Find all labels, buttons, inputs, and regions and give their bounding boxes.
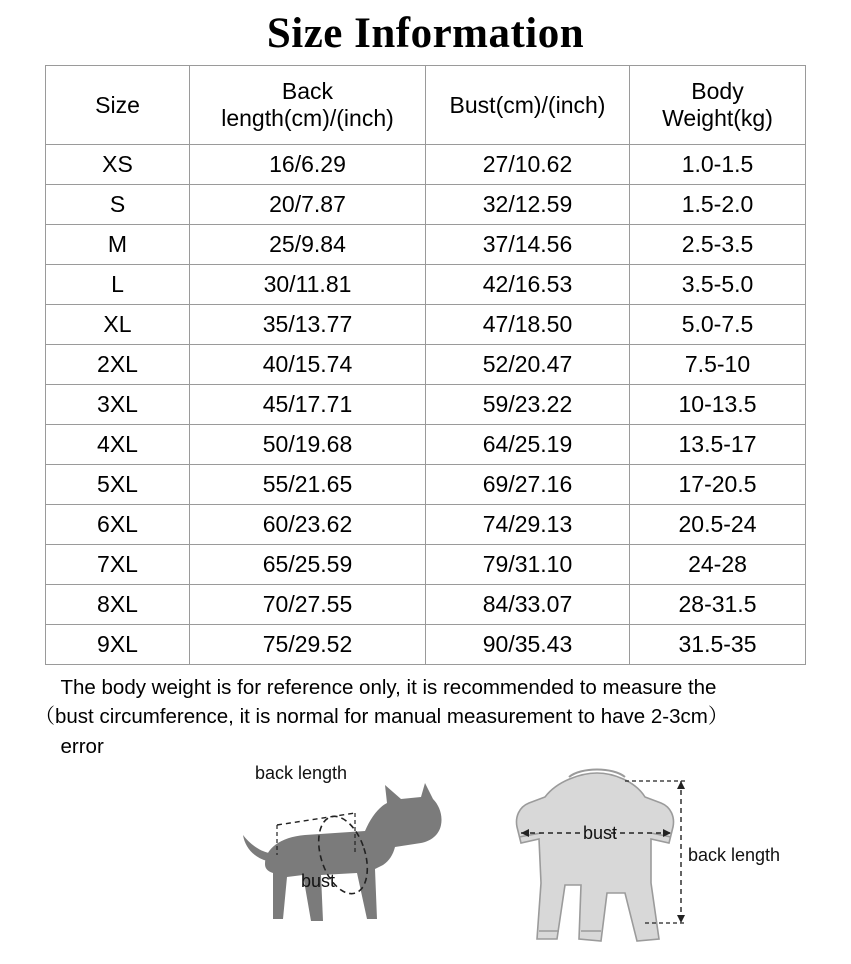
cell-back-length: 20/7.87 (190, 185, 426, 225)
table-row (46, 305, 806, 345)
note-line-2: bust circumference, it is normal for manual measurement to have 2-3cm (55, 705, 708, 729)
cell-bust: 59/23.22 (426, 385, 630, 425)
note-line-3: error (60, 734, 104, 758)
cell-bust: 69/27.16 (426, 465, 630, 505)
cell-back-length: 30/11.81 (190, 265, 426, 305)
cell-body-weight: 24-28 (630, 545, 806, 585)
column-header-bust (426, 66, 630, 145)
cell-body-weight: 13.5-17 (630, 425, 806, 465)
cell-bust: 32/12.59 (426, 185, 630, 225)
cell-body-weight: 20.5-24 (630, 505, 806, 545)
table-row (46, 425, 806, 465)
cell-back-length: 70/27.55 (190, 585, 426, 625)
table-row (46, 185, 806, 225)
dog-body-shape (265, 783, 442, 921)
dog-diagram-icon (225, 769, 475, 959)
column-header-back-line2: length(cm)/(inch) (221, 105, 394, 132)
measurement-note (31, 673, 821, 760)
note-open-paren: （ (34, 705, 55, 729)
table-row (46, 545, 806, 585)
column-header-size (46, 66, 190, 145)
note-close-paren: ） (707, 705, 729, 729)
suit-back-length-arrow-top (677, 781, 685, 789)
suit-bust-label: bust (583, 822, 618, 843)
cell-bust: 64/25.19 (426, 425, 630, 465)
cell-back-length: 65/25.59 (190, 545, 426, 585)
table-row (46, 225, 806, 265)
cell-back-length: 40/15.74 (190, 345, 426, 385)
cell-bust: 79/31.10 (426, 545, 630, 585)
table-row (46, 265, 806, 305)
measurement-figures (0, 763, 851, 963)
note-line-1: The body weight is for reference only, it is recommended to measure the (60, 676, 717, 700)
cell-bust: 27/10.62 (426, 145, 630, 185)
column-header-back-line1: Back (281, 78, 334, 105)
cell-bust: 47/18.50 (426, 305, 630, 345)
table-row (46, 585, 806, 625)
table-row (46, 145, 806, 185)
table-row (46, 465, 806, 505)
cell-body-weight: 28-31.5 (630, 585, 806, 625)
cell-bust: 37/14.56 (426, 225, 630, 265)
table-header-row (46, 66, 806, 145)
column-header-size-text: Size (95, 91, 140, 118)
cell-back-length: 25/9.84 (190, 225, 426, 265)
page-title: Size Information (266, 10, 585, 57)
cell-body-weight: 1.5-2.0 (630, 185, 806, 225)
dog-bust-label: bust (301, 870, 336, 891)
dog-figure (225, 762, 475, 964)
dog-tail-shape (243, 835, 269, 861)
suit-body-shape (517, 773, 674, 941)
table-body (46, 145, 806, 665)
cell-body-weight: 7.5-10 (630, 345, 806, 385)
cell-back-length: 16/6.29 (190, 145, 426, 185)
cell-body-weight: 17-20.5 (630, 465, 806, 505)
table-row (46, 345, 806, 385)
cell-size: 3XL (46, 385, 190, 425)
cell-back-length: 35/13.77 (190, 305, 426, 345)
suit-figure (485, 763, 781, 963)
table-header (46, 66, 806, 145)
dog-back-length-label: back length (255, 762, 348, 783)
column-header-weight-line1: Body (691, 78, 744, 105)
cell-body-weight: 5.0-7.5 (630, 305, 806, 345)
cell-back-length: 50/19.68 (190, 425, 426, 465)
cell-size: 8XL (46, 585, 190, 625)
cell-body-weight: 3.5-5.0 (630, 265, 806, 305)
column-header-body-weight (630, 66, 806, 145)
cell-body-weight: 31.5-35 (630, 625, 806, 665)
cell-size: XL (46, 305, 190, 345)
cell-back-length: 45/17.71 (190, 385, 426, 425)
cell-bust: 52/20.47 (426, 345, 630, 385)
cell-size: 2XL (46, 345, 190, 385)
cell-body-weight: 10-13.5 (630, 385, 806, 425)
table-row (46, 505, 806, 545)
column-header-back-length (190, 66, 426, 145)
cell-size: S (46, 185, 190, 225)
cell-bust: 42/16.53 (426, 265, 630, 305)
cell-size: M (46, 225, 190, 265)
cell-size: XS (46, 145, 190, 185)
suit-back-length-label: back length (688, 844, 781, 865)
cell-back-length: 75/29.52 (190, 625, 426, 665)
cell-bust: 90/35.43 (426, 625, 630, 665)
cell-size: 6XL (46, 505, 190, 545)
cell-body-weight: 2.5-3.5 (630, 225, 806, 265)
cell-back-length: 55/21.65 (190, 465, 426, 505)
cell-bust: 74/29.13 (426, 505, 630, 545)
table-row (46, 625, 806, 665)
suit-back-length-arrow-bottom (677, 915, 685, 923)
cell-size: 7XL (46, 545, 190, 585)
cell-size: 5XL (46, 465, 190, 505)
table-row (46, 385, 806, 425)
cell-back-length: 60/23.62 (190, 505, 426, 545)
cell-size: 9XL (46, 625, 190, 665)
cell-body-weight: 1.0-1.5 (630, 145, 806, 185)
cell-size: L (46, 265, 190, 305)
cell-size: 4XL (46, 425, 190, 465)
size-chart-page (0, 10, 851, 891)
cell-bust: 84/33.07 (426, 585, 630, 625)
column-header-bust-text: Bust(cm)/(inch) (449, 91, 606, 118)
column-header-weight-line2: Weight(kg) (662, 105, 773, 132)
size-table (45, 65, 806, 665)
